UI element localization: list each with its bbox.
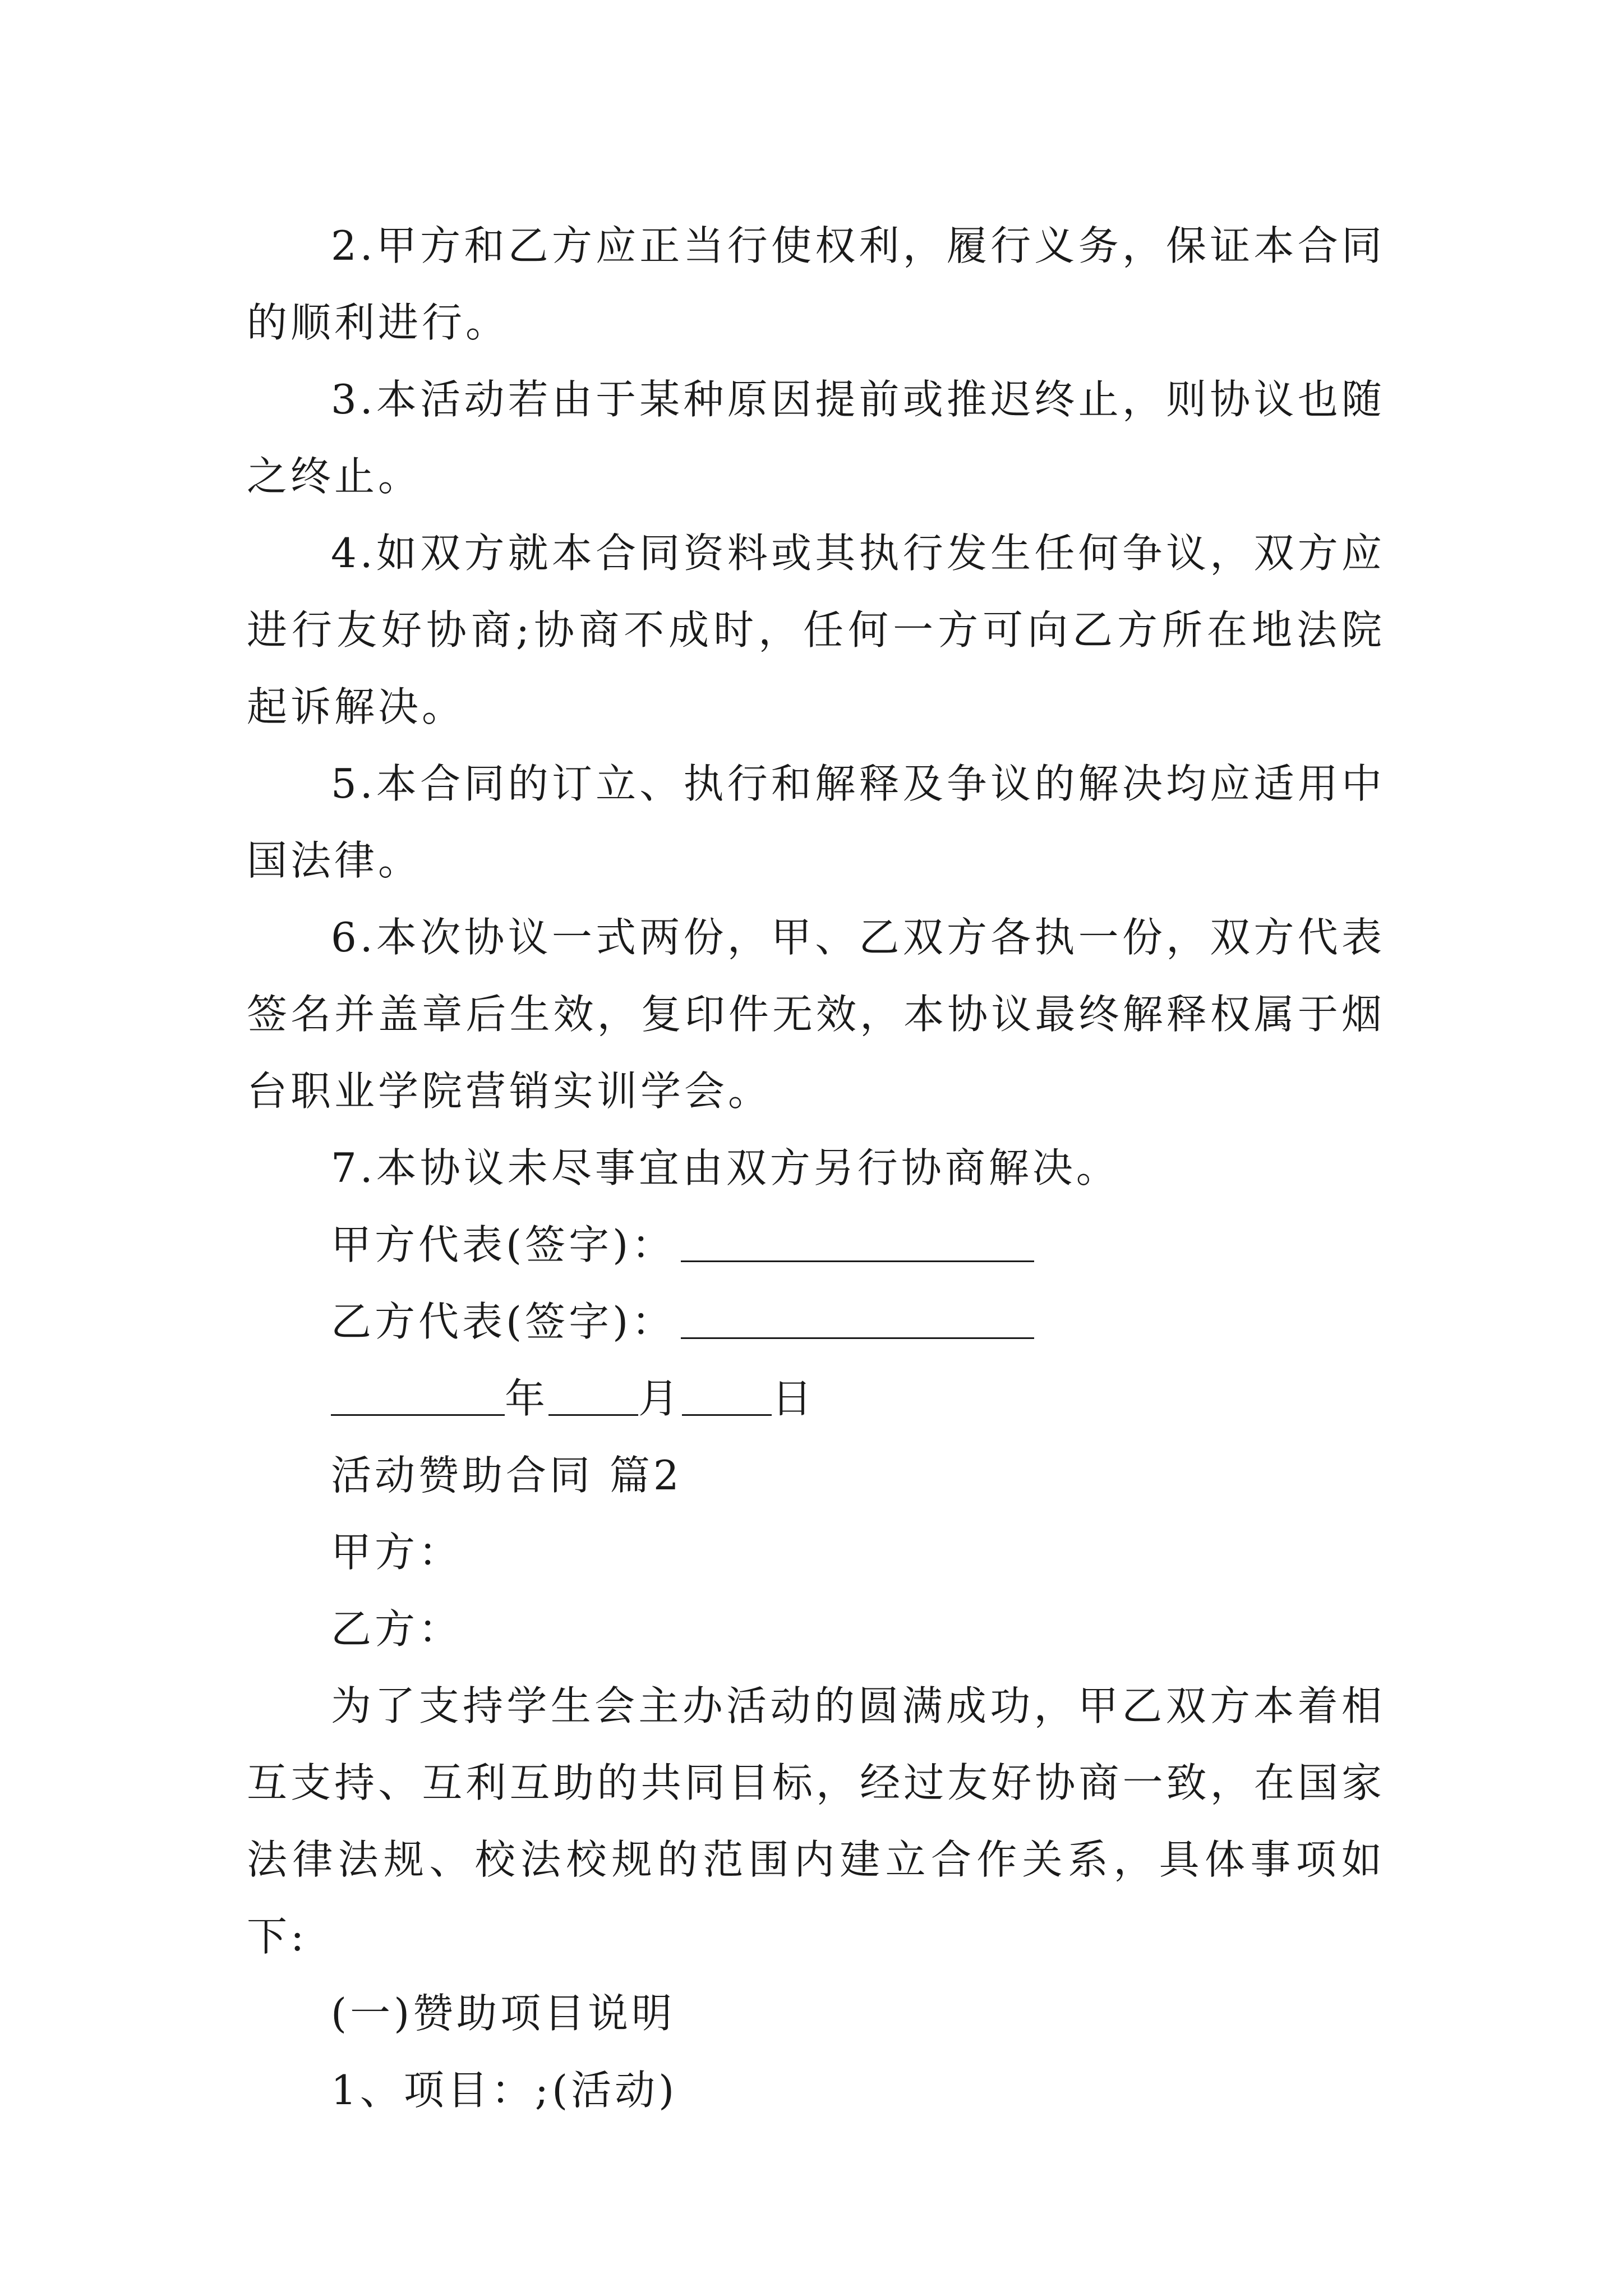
subsection-title: (一)赞助项目说明 [331, 1990, 676, 2037]
section-title: 活动赞助合同 篇2 [331, 1452, 683, 1499]
clause-5: 5.本合同的订立、执行和解释及争议的解决均应适用中国法律。 [247, 760, 1385, 884]
date-line [247, 1360, 1385, 1437]
party-b-label: 乙方： [331, 1605, 463, 1653]
clause-4: 4.如双方就本合同资料或其执行发生任何争议，双方应进行友好协商;协商不成时，任何一方可向乙方所在地法院起诉解决。 [247, 530, 1385, 730]
signature-a-label: 甲方代表(签字)： [331, 1221, 676, 1268]
party-a-label: 甲方： [331, 1529, 463, 1576]
year-label: 年 [505, 1375, 549, 1422]
day-label: 日 [772, 1375, 816, 1422]
clause-2: 2.甲方和乙方应正当行使权利，履行义务，保证本合同的顺利进行。 [247, 222, 1385, 346]
signature-line-party-a [247, 1207, 1385, 1283]
month-label: 月 [638, 1375, 683, 1422]
document-body [247, 208, 1385, 2129]
intro-paragraph: 为了支持学生会主办活动的圆满成功，甲乙双方本着相互支持、互利互助的共同目标，经过友好协商一致，在国家法律法规、校法校规的范围内建立合作关系，具体事项如下: [247, 1682, 1385, 1960]
signature-b-label: 乙方代表(签字)： [331, 1298, 676, 1345]
month-blank [548, 1375, 638, 1416]
signature-line-party-b [247, 1283, 1385, 1360]
day-blank [682, 1375, 772, 1416]
item-1: 1、项目：;(活动) [331, 2067, 678, 2114]
signature-b-blank [681, 1298, 1034, 1339]
clause-6: 6.本次协议一式两份，甲、乙双方各执一份，双方代表签名并盖章后生效，复印件无效，本协议最终解释权属于烟台职业学院营销实训学会。 [247, 914, 1385, 1115]
year-blank [331, 1375, 505, 1416]
signature-a-blank [681, 1221, 1034, 1262]
clause-7: 7.本协议未尽事宜由双方另行协商解决。 [331, 1144, 1120, 1191]
clause-3: 3.本活动若由于某种原因提前或推迟终止，则协议也随之终止。 [247, 376, 1385, 500]
